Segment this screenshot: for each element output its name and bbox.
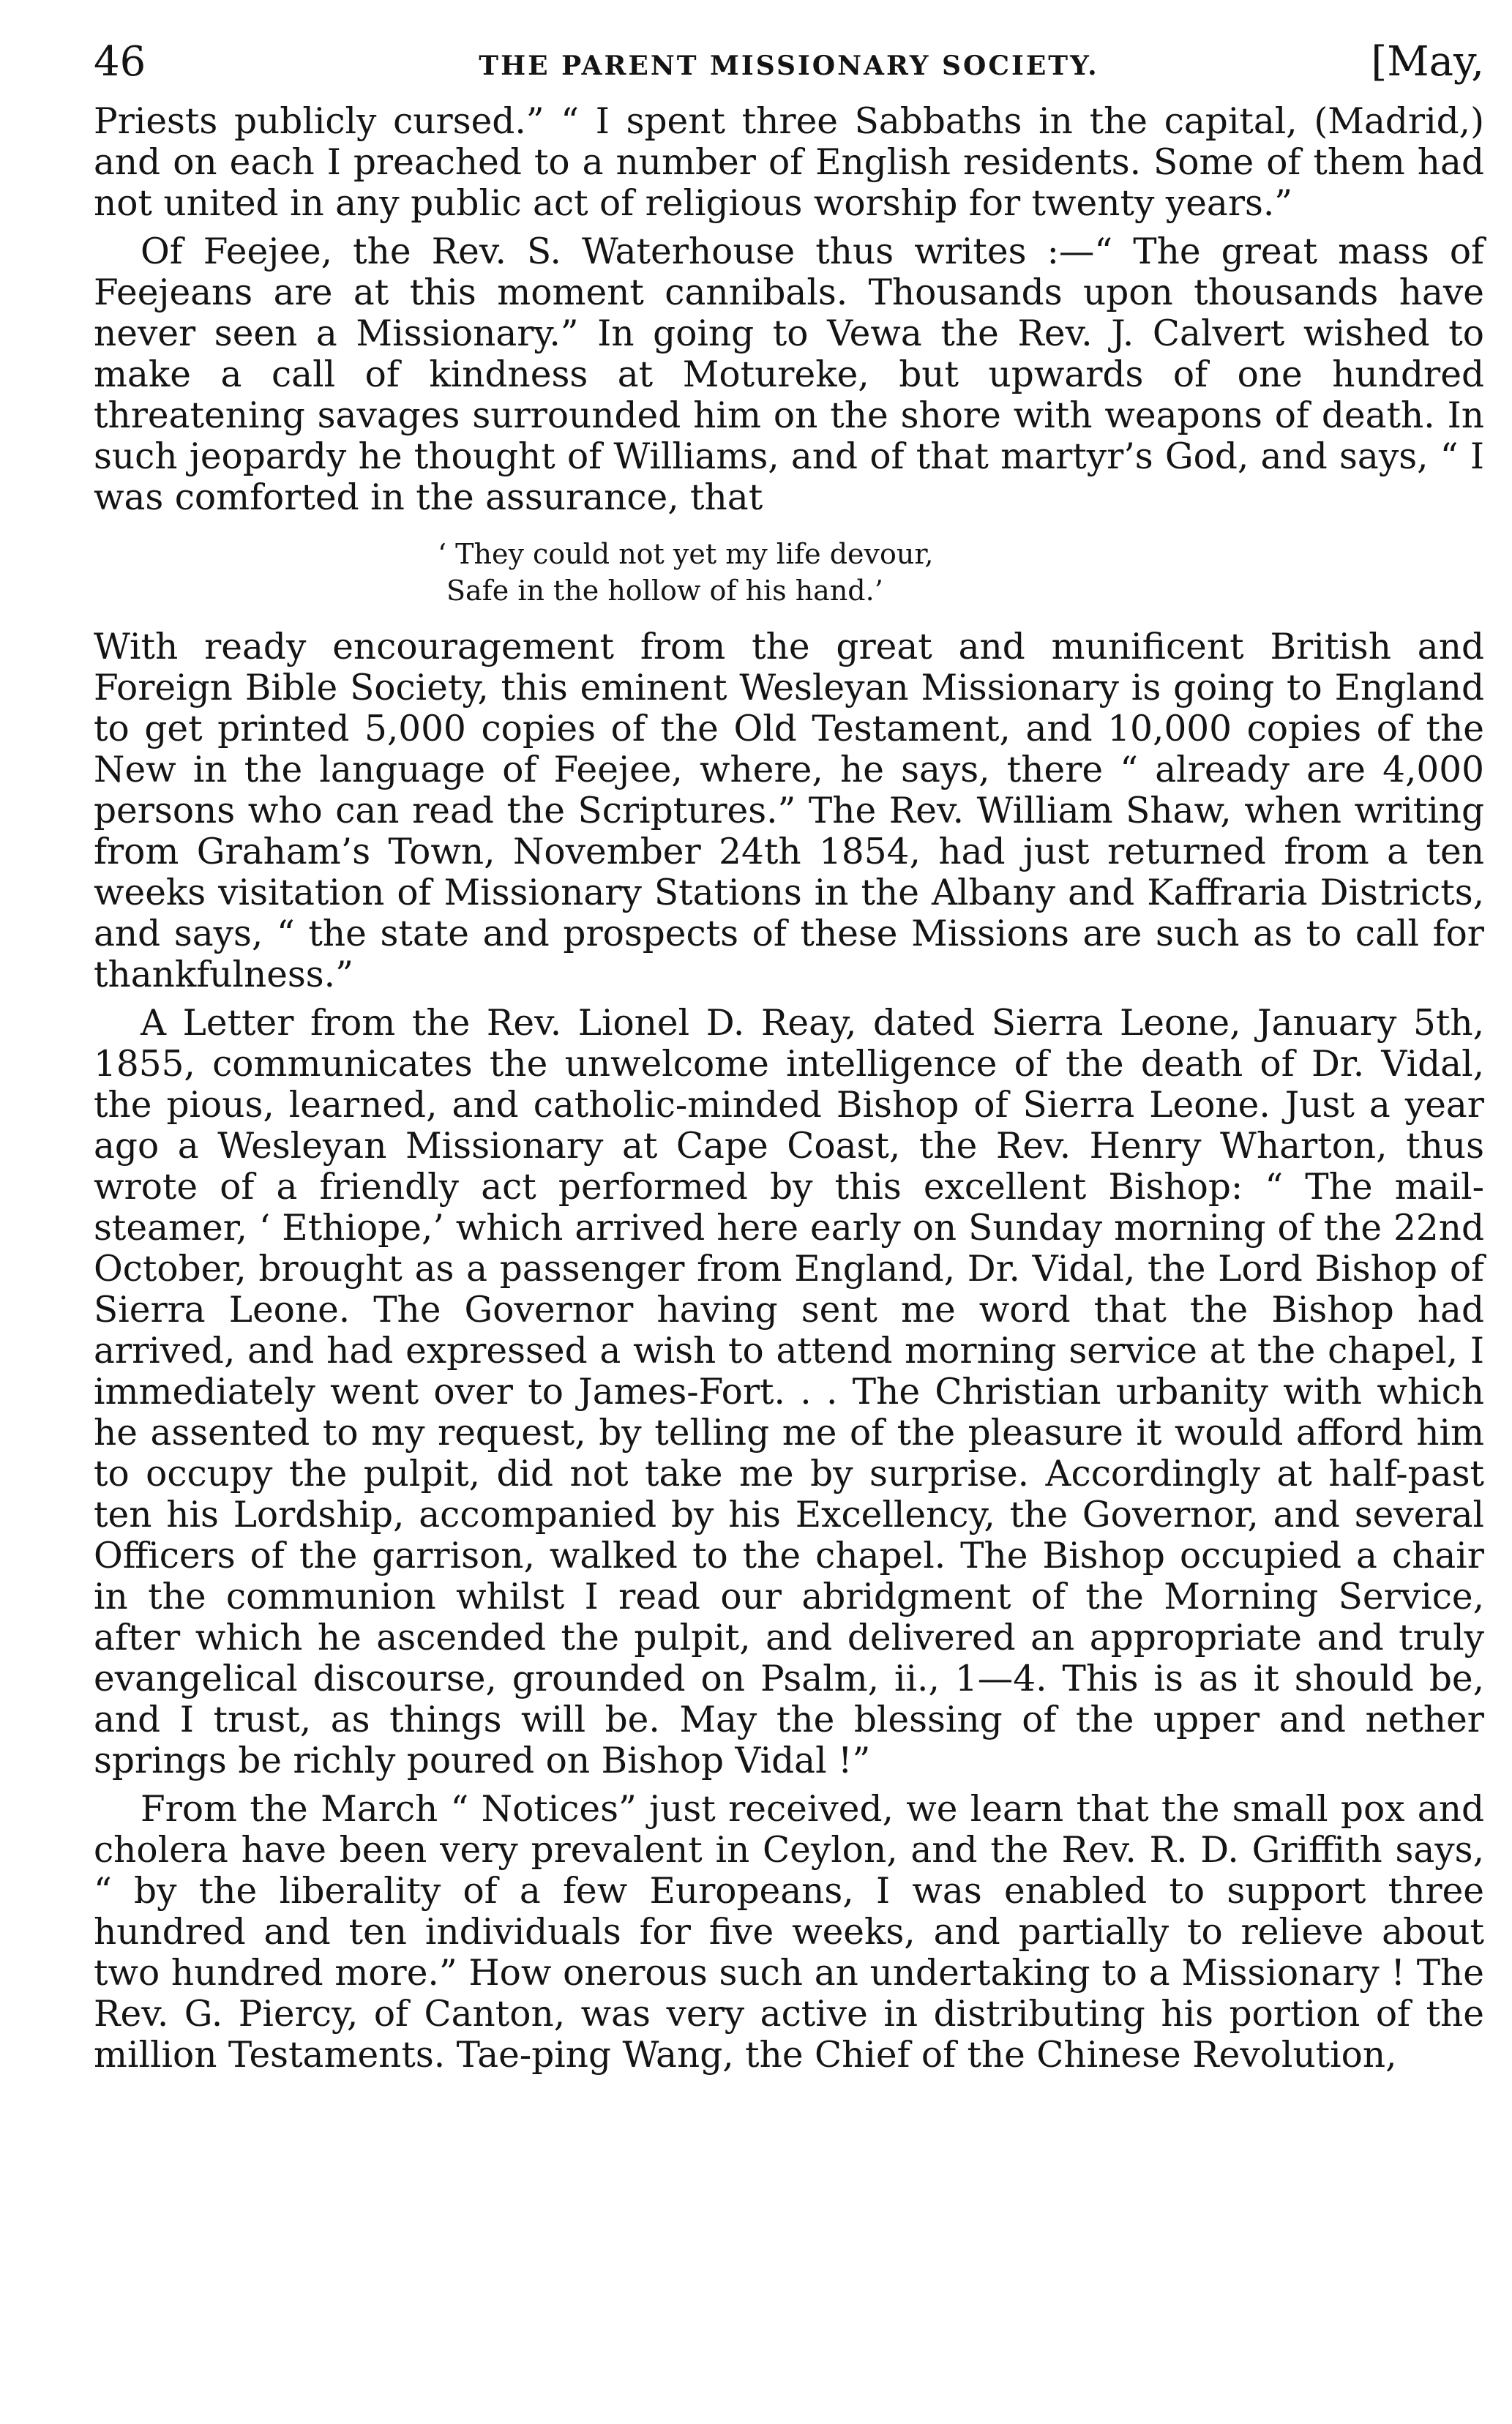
- paragraph-2: Of Feejee, the Rev. S. Waterhouse thus writes :—“ The great mass of Feejeans are at this moment cannibals. Thousands upon thousands have never seen a Missionary.” In going to Vewa the Rev. J. Calvert wished to make a call of kindness at Motureke, but upwards of one hundred threatening savages surrounded him on the shore with weapons of death. In such jeopardy he thought of Williams, and of that martyr’s God, and says, “ I was comforted in the assurance, that: [94, 231, 1484, 518]
- book-page: [94, 29, 1484, 2401]
- quote-line-2: Safe in the hollow of his hand.’: [446, 575, 883, 607]
- page-body: [94, 101, 1484, 2076]
- running-title: THE PARENT MISSIONARY SOCIETY.: [479, 50, 1099, 81]
- quote-line-1: ‘ They could not yet my life devour,: [438, 538, 934, 570]
- paragraph-1: Priests publicly cursed.” “ I spent three Sabbaths in the capital, (Madrid,) and on each I preached to a number of English residents. Some of them had not united in any public act of religious worship for twenty years.”: [94, 101, 1484, 224]
- paragraph-3: With ready encouragement from the great and munificent British and Foreign Bible Society, this eminent Wesleyan Missionary is going to England to get printed 5,000 copies of the Old Testament, and 10,000 copies of the New in the language of Feejee, where, he says, there “ already are 4,000 persons who can read the Scriptures.” The Rev. William Shaw, when writing from Graham’s Town, November 24th 1854, had just returned from a ten weeks visitation of Missionary Stations in the Albany and Kaffraria Districts, and says, “ the state and prospects of these Missions are such as to call for thankfulness.”: [94, 626, 1484, 995]
- verse-quotation: [438, 536, 1484, 609]
- running-month: [May,: [1371, 38, 1484, 86]
- page-number: 46: [94, 38, 146, 86]
- page-header: [94, 29, 1484, 101]
- paragraph-4: A Letter from the Rev. Lionel D. Reay, dated Sierra Leone, January 5th, 1855, communicates the unwelcome intelligence of the death of Dr. Vidal, the pious, learned, and catholic-minded Bishop of Sierra Leone. Just a year ago a Wesleyan Missionary at Cape Coast, the Rev. Henry Wharton, thus wrote of a friendly act performed by this excellent Bishop: “ The mail-steamer, ‘ Ethiope,’ which arrived here early on Sunday morning of the 22nd October, brought as a passenger from England, Dr. Vidal, the Lord Bishop of Sierra Leone. The Governor having sent me word that the Bishop had arrived, and had expressed a wish to attend morning service at the chapel, I immediately went over to James-Fort. . . The Christian urbanity with which he assented to my request, by telling me of the pleasure it would afford him to occupy the pulpit, did not take me by surprise. Accordingly at half-past ten his Lordship, accompanied by his Excellency, the Governor, and several Officers of the garrison, walked to the chapel. The Bishop occupied a chair in the communion whilst I read our abridgment of the Morning Service, after which he ascended the pulpit, and delivered an appropriate and truly evangelical discourse, grounded on Psalm, ii., 1—4. This is as it should be, and I trust, as things will be. May the blessing of the upper and nether springs be richly poured on Bishop Vidal !”: [94, 1003, 1484, 1781]
- paragraph-5: From the March “ Notices” just received, we learn that the small pox and cholera have been very prevalent in Ceylon, and the Rev. R. D. Griffith says, “ by the liberality of a few Europeans, I was enabled to support three hundred and ten individuals for five weeks, and partially to relieve about two hundred more.” How onerous such an undertaking to a Missionary ! The Rev. G. Piercy, of Canton, was very active in distributing his portion of the million Testaments. Tae-ping Wang, the Chief of the Chinese Revolution,: [94, 1789, 1484, 2076]
